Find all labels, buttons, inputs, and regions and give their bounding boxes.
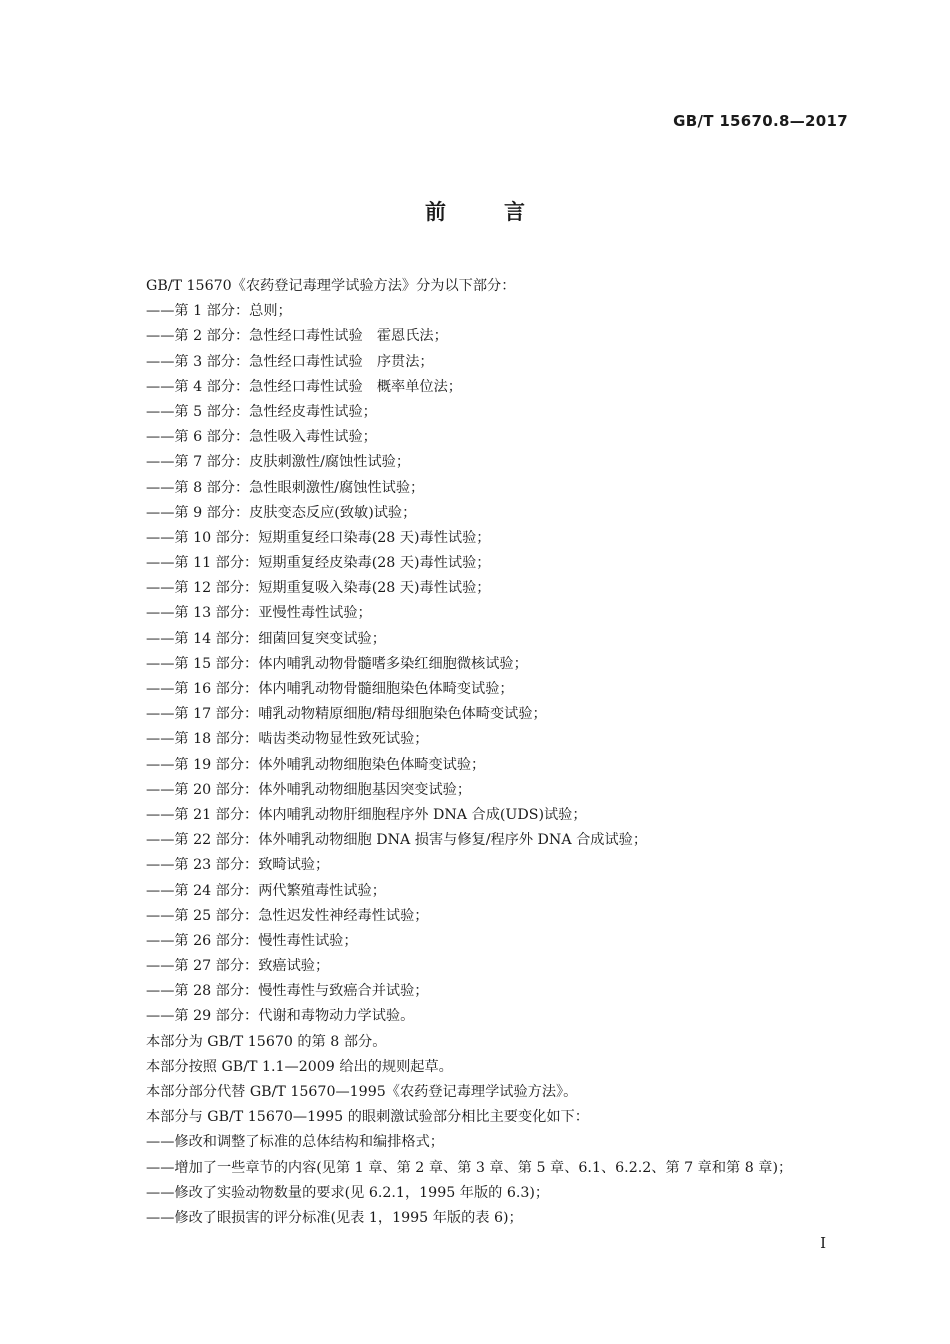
text-line: ——第 10 部分：短期重复经口染毒(28 天)毒性试验； xyxy=(146,529,491,546)
text-line: GB/T 15670《农药登记毒理学试验方法》分为以下部分： xyxy=(146,278,516,294)
text-line: ——第 9 部分：皮肤变态反应(致敏)试验； xyxy=(146,504,417,521)
text-line: ——第 29 部分：代谢和毒物动力学试验。 xyxy=(146,1008,415,1025)
text-line: ——第 5 部分：急性经皮毒性试验； xyxy=(146,403,377,420)
text-line: 本部分为 GB/T 15670 的第 8 部分。 xyxy=(146,1033,387,1050)
text-line: ——第 6 部分：急性吸入毒性试验； xyxy=(146,429,377,446)
text-line: ——第 15 部分：体内哺乳动物骨髓嗜多染红细胞微核试验； xyxy=(146,655,528,672)
text-line: ——第 8 部分：急性眼刺激性/腐蚀性试验； xyxy=(146,479,425,496)
text-line: ——第 19 部分：体外哺乳动物细胞染色体畸变试验； xyxy=(146,756,486,773)
text-line: ——第 12 部分：短期重复吸入染毒(28 天)毒性试验； xyxy=(146,580,491,597)
text-line: ——第 22 部分：体外哺乳动物细胞 DNA 损害与修复/程序外 DNA 合成试验； xyxy=(146,832,648,849)
text-line: ——修改了实验动物数量的要求(见 6.2.1，1995 年版的 6.3)； xyxy=(146,1184,550,1201)
text-line: ——第 1 部分：总则； xyxy=(146,303,292,320)
text-line: ——第 17 部分：哺乳动物精原细胞/精母细胞染色体畸变试验； xyxy=(146,706,547,723)
text-line: ——第 24 部分：两代繁殖毒性试验； xyxy=(146,882,386,899)
text-line: ——第 23 部分：致畸试验； xyxy=(146,857,330,874)
standard-code: GB/T 15670.8—2017 xyxy=(673,112,848,130)
text-line: 本部分与 GB/T 15670—1995 的眼刺激试验部分相比主要变化如下： xyxy=(146,1109,589,1126)
text-line: ——第 2 部分：急性经口毒性试验 霍恩氏法； xyxy=(146,328,448,345)
text-line: ——第 11 部分：短期重复经皮染毒(28 天)毒性试验； xyxy=(146,555,491,572)
text-line: ——第 3 部分：急性经口毒性试验 序贯法； xyxy=(146,353,434,370)
text-line: ——修改和调整了标准的总体结构和编排格式； xyxy=(146,1134,444,1151)
text-line: ——第 25 部分：急性迟发性神经毒性试验； xyxy=(146,907,429,924)
page-title: 前言 xyxy=(425,200,583,224)
text-line: 本部分按照 GB/T 1.1—2009 给出的规则起草。 xyxy=(146,1058,453,1075)
text-line: ——第 16 部分：体内哺乳动物骨髓细胞染色体畸变试验； xyxy=(146,681,514,697)
text-line: ——第 26 部分：慢性毒性试验； xyxy=(146,932,358,949)
text-line: ——第 4 部分：急性经口毒性试验 概率单位法； xyxy=(146,378,462,395)
text-line: ——第 20 部分：体外哺乳动物细胞基因突变试验； xyxy=(146,781,472,798)
text-line: ——第 13 部分：亚慢性毒性试验； xyxy=(146,605,372,622)
text-line: ——第 28 部分：慢性毒性与致癌合并试验； xyxy=(146,983,429,1000)
text-line: ——修改了眼损害的评分标准(见表 1，1995 年版的表 6)； xyxy=(146,1209,523,1226)
text-line: ——第 21 部分：体内哺乳动物肝细胞程序外 DNA 合成(UDS)试验； xyxy=(146,806,587,823)
text-line: ——第 18 部分：啮齿类动物显性致死试验； xyxy=(146,731,429,748)
page-number: Ⅰ xyxy=(820,1234,826,1252)
text-line: ——第 7 部分：皮肤刺激性/腐蚀性试验； xyxy=(146,454,411,471)
text-line: ——增加了一些章节的内容(见第 1 章、第 2 章、第 3 章、第 5 章、6.1、6.2.2、第 7 章和第 8 章)； xyxy=(146,1159,793,1176)
text-line: ——第 27 部分：致癌试验； xyxy=(146,958,330,975)
foreword-body xyxy=(146,274,866,1231)
text-line: 本部分部分代替 GB/T 15670—1995《农药登记毒理学试验方法》。 xyxy=(146,1084,578,1100)
text-line: ——第 14 部分：细菌回复突变试验； xyxy=(146,630,386,647)
